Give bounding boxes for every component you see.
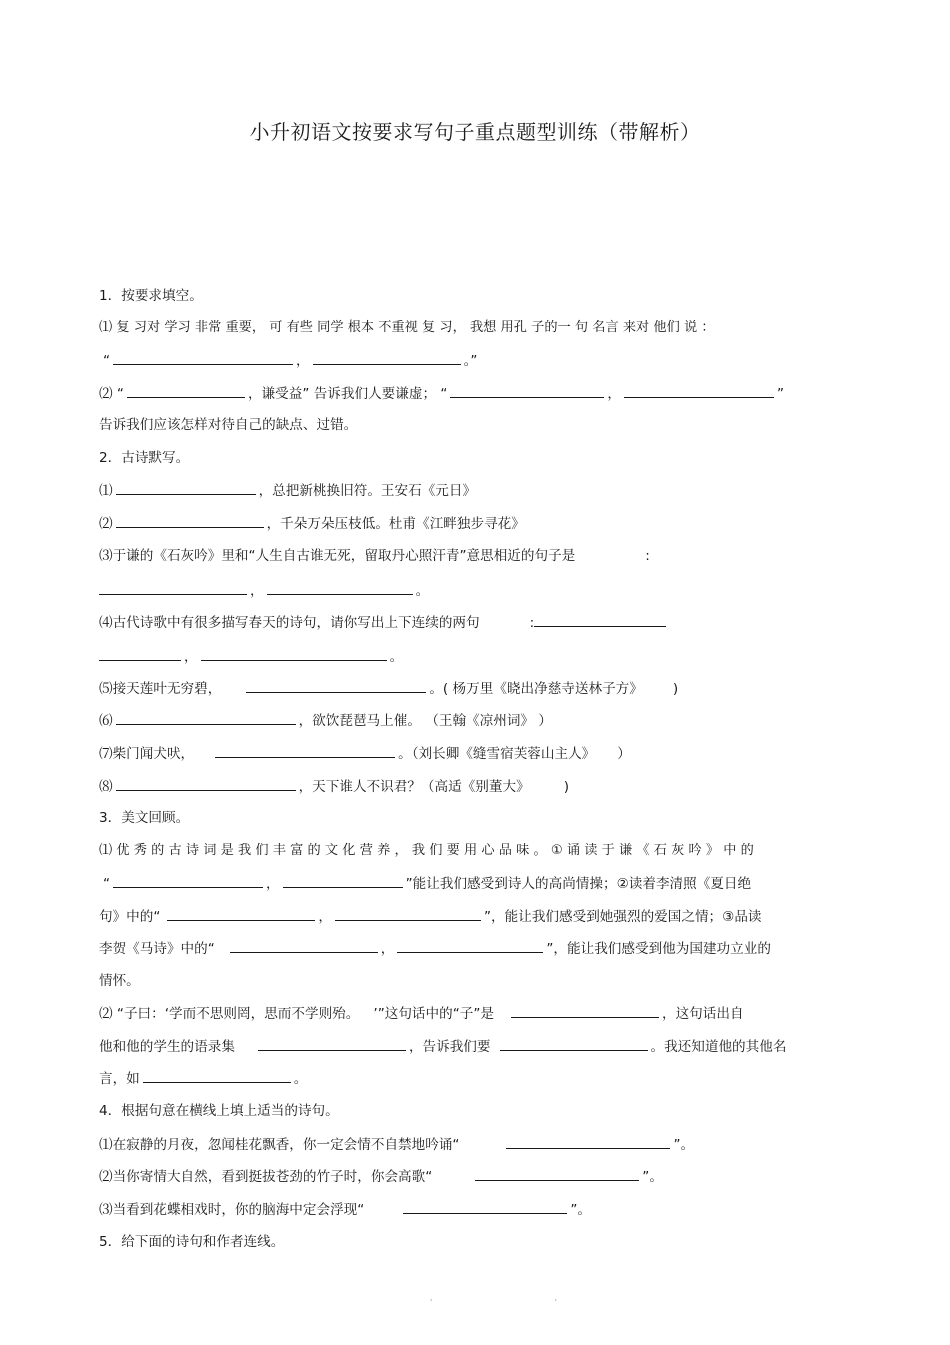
q2-item2 [99,513,525,534]
comma: ， [318,909,333,925]
item-text: ，这句话出自 [661,1006,744,1022]
paren-close: ） [617,746,631,762]
paren-close: ) [672,681,679,697]
item-text: 。我还知道他的其他名 [650,1039,787,1055]
answer-blank[interactable] [167,906,315,921]
quote-close: 。” [463,353,478,369]
answer-blank[interactable] [116,710,296,725]
q3-item1-text: ⑴ 优 秀 的 古 诗 词 是 我 们 丰 富 的 文 化 营 养 ， 我 们 要 用 心 品 味 。 ① 诵 读 于 谦 《 石 灰 吟 》 中 的 [99,843,754,858]
comma: ， [250,583,264,599]
period: 。 [415,583,430,599]
quote-open: “ [103,353,111,369]
item-text: ⑵当你寄情大自然，看到挺拔苍劲的竹子时，你会高歌“ [99,1169,433,1185]
comma: ， [266,876,280,892]
answer-blank[interactable] [116,480,256,495]
answer-blank[interactable] [500,1036,648,1051]
q3-item1-line3 [99,906,762,927]
colon: : [529,615,535,631]
item-text: 。( 杨万里《晓出净慈寺送林子方》 [429,681,643,697]
item-text: ”，能让我们感受到他为国建功立业的 [546,941,771,957]
item-text: ⑵ “子曰：‘学而不思则罔，思而不学则殆。 [99,1006,360,1022]
colon: : [645,548,650,564]
answer-blank[interactable] [403,1199,567,1214]
item-text: 言，如 [99,1071,140,1087]
q3-heading: 3．美文回顾。 [99,810,190,826]
item-number: ⑹ [99,713,113,729]
q4-heading: 4．根据句意在横线上填上适当的诗句。 [99,1103,339,1119]
item-number: ⑻ [99,779,113,795]
quote-close: ” [777,386,785,402]
item-text: 他和他的学生的语录集 [99,1039,235,1055]
item-text: ，千朵万朵压枝低。杜甫《江畔独步寻花》 [266,516,525,532]
q1-item2-part: ⑵ “ [99,386,124,402]
item-text: ，天下谁人不识君？（高适《别董大》 [298,779,530,795]
item-text: ’”这句话中的“子”是 [373,1006,494,1022]
q1-item2-part: ，谦受益” 告诉我们人要谦虚； “ [247,386,448,402]
q4-item2 [99,1166,663,1187]
comma: ， [184,649,198,665]
paren-close: ) [563,779,569,795]
q5-heading: 5．给下面的诗句和作者连线。 [99,1234,285,1250]
answer-blank[interactable] [475,1166,639,1181]
item-text: 句》中的“ [99,909,161,925]
item-text: ⑶于谦的《石灰吟》里和“人生自古谁无死，留取丹心照汗青”意思相近的句子是 [99,548,576,564]
quote-open: “ [103,876,111,892]
item-text: ⑺柴门闻犬吠， [99,746,195,762]
answer-blank[interactable] [534,612,666,627]
quote-close: ”。 [570,1202,591,1218]
answer-blank[interactable] [215,743,395,758]
answer-blank[interactable] [116,513,264,528]
answer-blank[interactable] [99,646,181,661]
comma: ， [607,386,622,402]
q3-item1-line2 [103,873,751,894]
item-text: ⑷古代诗歌中有很多描写春天的诗句，请你写出上下连续的两句 [99,615,480,631]
answer-blank[interactable] [258,1036,406,1051]
q2-item5 [99,678,678,699]
item-text: ，欲饮琵琶马上催。 （王翰《凉州词》 ） [298,713,552,729]
comma: ， [296,353,310,369]
q3-item2-line1 [99,1003,744,1024]
q2-item3-blanks [99,580,429,601]
q2-item6 [99,710,552,731]
answer-blank[interactable] [450,383,604,398]
answer-blank[interactable] [99,580,247,595]
item-text: ⑸接天莲叶无穷碧， [99,681,222,697]
item-number: ⑴ [99,483,113,499]
item-text: 。（刘长卿《缝雪宿芙蓉山主人》 [398,746,596,762]
q3-item2-line3 [99,1068,307,1089]
q3-item2-line2 [99,1036,786,1057]
item-text: ⑴在寂静的月夜，忽闻桂花飘香，你一定会情不自禁地吟诵“ [99,1137,460,1153]
q3-item1-line5: 情怀。 [99,973,140,989]
q2-heading: 2．古诗默写。 [99,450,190,466]
answer-blank[interactable] [506,1134,670,1149]
answer-blank[interactable] [127,383,245,398]
q1-item1-text: ⑴ 复 习对 学习 非常 重要， 可 有些 同学 根本 不重视 复 习， 我想 用孔 子的一 句 名言 来对 他们 说 ： [99,320,715,335]
quote-close: ”。 [642,1169,663,1185]
q2-item3 [99,546,650,566]
q1-heading: 1．按要求填空。 [99,288,203,304]
answer-blank[interactable] [624,383,774,398]
period: 。 [293,1071,308,1087]
comma: ， [380,941,395,957]
item-text: ，告诉我们要 [408,1039,491,1055]
answer-blank[interactable] [230,938,378,953]
answer-blank[interactable] [283,873,403,888]
period: 。 [389,649,404,665]
q1-item2-continued: 告诉我们应该怎样对待自己的缺点、过错。 [99,417,358,433]
answer-blank[interactable] [116,776,296,791]
answer-blank[interactable] [511,1003,659,1018]
q3-item1-line4 [99,938,771,959]
answer-blank[interactable] [143,1068,291,1083]
answer-blank[interactable] [246,678,426,693]
answer-blank[interactable] [113,873,263,888]
answer-blank[interactable] [313,350,461,365]
item-text: 李贺《马诗》中的“ [99,941,215,957]
q1-item2-text [99,383,784,404]
page-footer-marks: ' ' [430,1298,617,1307]
answer-blank[interactable] [201,646,387,661]
q4-item3 [99,1199,591,1220]
item-text: ”能让我们感受到诗人的高尚情操；②读着李清照《夏日绝 [405,876,752,892]
item-text: ”，能让我们感受到她强烈的爱国之情；③品读 [484,909,762,925]
item-text: ⑶当看到花蝶相戏时，你的脑海中定会浮现“ [99,1202,365,1218]
q2-item4 [99,612,669,633]
answer-blank[interactable] [267,580,413,595]
q4-item1 [99,1134,694,1155]
answer-blank[interactable] [113,350,293,365]
q2-item7 [99,743,631,764]
answer-blank[interactable] [335,906,481,921]
quote-close: ”。 [673,1137,695,1153]
q2-item1 [99,480,476,501]
q2-item8 [99,776,569,797]
item-number: ⑵ [99,516,113,532]
q1-item1-blanks [103,350,477,371]
document-title: 小升初语文按要求写句子重点题型训练（带解析） [249,120,701,144]
answer-blank[interactable] [397,938,543,953]
q2-item4-blanks [99,646,403,667]
item-text: ，总把新桃换旧符。王安石《元日》 [258,483,477,499]
